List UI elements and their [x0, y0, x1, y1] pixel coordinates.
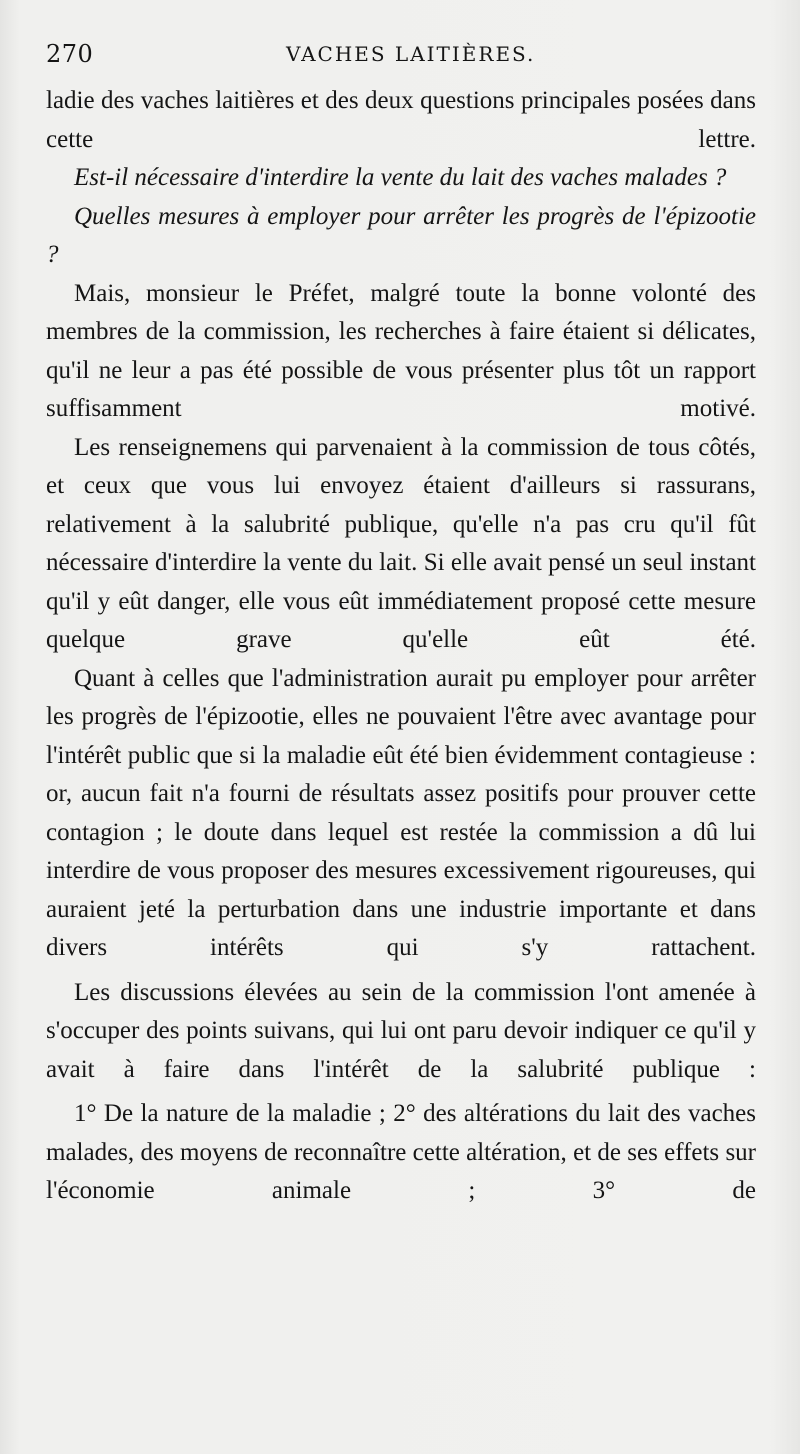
paragraph-discussions: Les discussions élevées au sein de la commission l'ont amenée à s'occuper des points suivans, qui lui ont paru devoir indiquer ce qu'il y avait à faire dans l'intérêt de la salubrité publique :	[46, 978, 756, 1083]
page-body	[46, 82, 756, 1211]
paragraph-renseignemens: Les renseignemens qui parvenaient à la commission de tous côtés, et ceux que vous lui envoyez étaient d'ailleurs si rassurans, relativement à la salubrité publique, qu'elle n'a pas cru qu'il fût nécessaire d'interdire la vente du lait. Si elle avait pensé un seul instant qu'il y eût danger, elle vous eût immédiatement proposé cette mesure quelque grave qu'elle eût été.	[46, 433, 756, 653]
page-number: 270	[46, 40, 94, 68]
paragraph-reply: Mais, monsieur le Préfet, malgré toute la bonne volonté des membres de la commission, les recherches à faire étaient si délicates, qu'il ne leur a pas été possible de vous présenter plus tôt un rapport suffisamment motivé.	[46, 279, 756, 422]
question-1: Est-il nécessaire d'interdire la vente du lait des vaches malades ?	[74, 164, 727, 191]
paragraph-continuation: ladie des vaches laitières et des deux questions principales posées dans cette lettre.	[46, 87, 756, 153]
paragraph-points: 1° De la nature de la maladie ; 2° des altérations du lait des vaches malades, des moyens de reconnaître cette altération, et de ses effets sur l'économie animale ; 3° de	[46, 1100, 756, 1204]
page-header	[46, 40, 760, 76]
question-2: Quelles mesures à employer pour arrêter les progrès de l'épizootie ?	[46, 202, 756, 268]
paragraph-mesures: Quant à celles que l'administration aurait pu employer pour arrêter les progrès de l'épizootie, elles ne pouvaient l'être avec avantage pour l'intérêt public que si la maladie eût été bien évidemment contagieuse : or, aucun fait n'a fourni de résultats assez positifs pour prouver cette contagion ; le doute dans lequel est restée la commission a dû lui interdire de vous proposer des mesures excessivement rigoureuses, qui auraient jeté la perturbation dans une industrie importante et dans divers intérêts qui s'y rattachent.	[46, 664, 756, 961]
running-title: VACHES LAITIÈRES.	[286, 42, 536, 66]
